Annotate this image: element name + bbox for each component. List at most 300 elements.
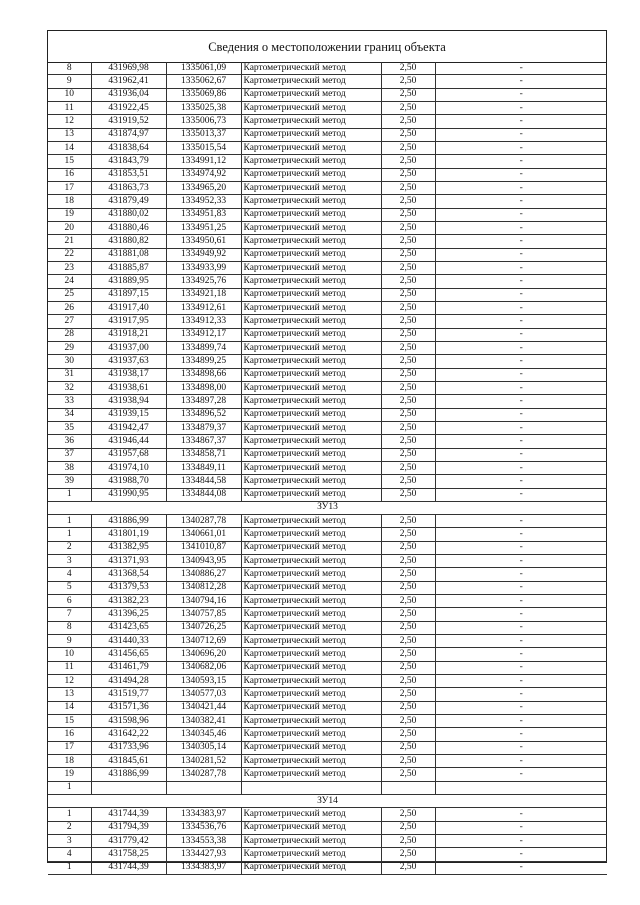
- x-coordinate-cell: 431758,25: [91, 848, 166, 861]
- method-cell: Картометрический метод: [241, 488, 381, 501]
- y-coordinate-cell: 1334844,08: [166, 488, 241, 501]
- table-row: [48, 848, 607, 861]
- point-number-cell: 3: [48, 555, 91, 568]
- error-cell: 2,50: [381, 461, 435, 474]
- x-coordinate-cell: 431886,99: [91, 515, 166, 528]
- x-coordinate-cell: 431371,93: [91, 555, 166, 568]
- section-heading-row: [48, 501, 607, 514]
- x-coordinate-cell: 431396,25: [91, 608, 166, 621]
- x-coordinate-cell: 431880,46: [91, 221, 166, 234]
- x-coordinate-cell: 431917,95: [91, 315, 166, 328]
- description-cell: -: [435, 475, 607, 488]
- table-row: [48, 568, 607, 581]
- point-number-cell: 4: [48, 568, 91, 581]
- method-cell: Картометрический метод: [241, 355, 381, 368]
- table-row: [48, 288, 607, 301]
- description-cell: -: [435, 435, 607, 448]
- point-number-cell: 15: [48, 155, 91, 168]
- error-cell: 2,50: [381, 275, 435, 288]
- y-coordinate-cell: 1340661,01: [166, 528, 241, 541]
- y-coordinate-cell: 1334879,37: [166, 421, 241, 434]
- x-coordinate-cell: 431838,64: [91, 141, 166, 154]
- point-number-cell: 15: [48, 715, 91, 728]
- description-cell: -: [435, 408, 607, 421]
- method-cell: Картометрический метод: [241, 261, 381, 274]
- method-cell: Картометрический метод: [241, 62, 381, 75]
- method-cell: Картометрический метод: [241, 608, 381, 621]
- point-number-cell: 1: [48, 861, 91, 874]
- error-cell: 2,50: [381, 528, 435, 541]
- error-cell: 2,50: [381, 195, 435, 208]
- table-row: [48, 75, 607, 88]
- y-coordinate-cell: [166, 781, 241, 794]
- description-cell: -: [435, 555, 607, 568]
- error-cell: 2,50: [381, 861, 435, 874]
- table-row: [48, 101, 607, 114]
- point-number-cell: 28: [48, 328, 91, 341]
- document-title: Сведения о местоположении границ объекта: [48, 31, 606, 63]
- method-cell: Картометрический метод: [241, 248, 381, 261]
- point-number-cell: 17: [48, 181, 91, 194]
- method-cell: Картометрический метод: [241, 675, 381, 688]
- point-number-cell: 25: [48, 288, 91, 301]
- description-cell: -: [435, 648, 607, 661]
- y-coordinate-cell: 1335062,67: [166, 75, 241, 88]
- error-cell: 2,50: [381, 675, 435, 688]
- description-cell: -: [435, 128, 607, 141]
- table-row: [48, 475, 607, 488]
- point-number-cell: 5: [48, 581, 91, 594]
- description-cell: -: [435, 488, 607, 501]
- point-number-cell: 2: [48, 541, 91, 554]
- table-row: [48, 381, 607, 394]
- method-cell: Картометрический метод: [241, 475, 381, 488]
- method-cell: Картометрический метод: [241, 88, 381, 101]
- table-row: [48, 261, 607, 274]
- point-number-cell: 31: [48, 368, 91, 381]
- y-coordinate-cell: 1334912,17: [166, 328, 241, 341]
- method-cell: Картометрический метод: [241, 568, 381, 581]
- method-cell: Картометрический метод: [241, 821, 381, 834]
- point-number-cell: 20: [48, 221, 91, 234]
- point-number-cell: 1: [48, 808, 91, 821]
- point-number-cell: 30: [48, 355, 91, 368]
- point-number-cell: 16: [48, 728, 91, 741]
- y-coordinate-cell: 1334383,97: [166, 808, 241, 821]
- y-coordinate-cell: 1334858,71: [166, 448, 241, 461]
- description-cell: -: [435, 75, 607, 88]
- error-cell: 2,50: [381, 395, 435, 408]
- y-coordinate-cell: 1335015,54: [166, 141, 241, 154]
- table-row: [48, 301, 607, 314]
- point-number-cell: 18: [48, 195, 91, 208]
- x-coordinate-cell: 431938,61: [91, 381, 166, 394]
- error-cell: 2,50: [381, 848, 435, 861]
- method-cell: Картометрический метод: [241, 408, 381, 421]
- error-cell: 2,50: [381, 728, 435, 741]
- coordinates-table-body: [48, 62, 607, 875]
- x-coordinate-cell: 431969,98: [91, 62, 166, 75]
- table-row: [48, 821, 607, 834]
- x-coordinate-cell: 431937,00: [91, 341, 166, 354]
- error-cell: 2,50: [381, 808, 435, 821]
- table-row: [48, 715, 607, 728]
- x-coordinate-cell: 431939,15: [91, 408, 166, 421]
- table-row: [48, 368, 607, 381]
- description-cell: -: [435, 88, 607, 101]
- x-coordinate-cell: 431974,10: [91, 461, 166, 474]
- y-coordinate-cell: 1340281,52: [166, 755, 241, 768]
- error-cell: 2,50: [381, 235, 435, 248]
- method-cell: Картометрический метод: [241, 741, 381, 754]
- point-number-cell: 3: [48, 835, 91, 848]
- description-cell: -: [435, 275, 607, 288]
- method-cell: Картометрический метод: [241, 595, 381, 608]
- y-coordinate-cell: 1334897,28: [166, 395, 241, 408]
- x-coordinate-cell: 431571,36: [91, 701, 166, 714]
- description-cell: -: [435, 62, 607, 75]
- x-coordinate-cell: 431919,52: [91, 115, 166, 128]
- method-cell: Картометрический метод: [241, 315, 381, 328]
- point-number-cell: 4: [48, 848, 91, 861]
- error-cell: 2,50: [381, 315, 435, 328]
- error-cell: 2,50: [381, 288, 435, 301]
- table-row: [48, 808, 607, 821]
- x-coordinate-cell: 431519,77: [91, 688, 166, 701]
- description-cell: -: [435, 115, 607, 128]
- document-frame: [47, 30, 607, 873]
- method-cell: Картометрический метод: [241, 755, 381, 768]
- x-coordinate-cell: 431946,44: [91, 435, 166, 448]
- y-coordinate-cell: 1340577,03: [166, 688, 241, 701]
- point-number-cell: 14: [48, 701, 91, 714]
- method-cell: Картометрический метод: [241, 155, 381, 168]
- point-number-cell: 32: [48, 381, 91, 394]
- x-coordinate-cell: 431423,65: [91, 621, 166, 634]
- table-row: [48, 528, 607, 541]
- x-coordinate-cell: 431843,79: [91, 155, 166, 168]
- error-cell: 2,50: [381, 448, 435, 461]
- description-cell: -: [435, 755, 607, 768]
- table-row: [48, 541, 607, 554]
- description-cell: -: [435, 395, 607, 408]
- error-cell: 2,50: [381, 128, 435, 141]
- x-coordinate-cell: 431938,17: [91, 368, 166, 381]
- method-cell: Картометрический метод: [241, 208, 381, 221]
- y-coordinate-cell: 1334951,83: [166, 208, 241, 221]
- x-coordinate-cell: 431440,33: [91, 635, 166, 648]
- point-number-cell: 11: [48, 101, 91, 114]
- method-cell: Картометрический метод: [241, 288, 381, 301]
- x-coordinate-cell: 431889,95: [91, 275, 166, 288]
- y-coordinate-cell: 1335013,37: [166, 128, 241, 141]
- error-cell: 2,50: [381, 381, 435, 394]
- description-cell: -: [435, 421, 607, 434]
- error-cell: 2,50: [381, 835, 435, 848]
- description-cell: -: [435, 741, 607, 754]
- method-cell: Картометрический метод: [241, 648, 381, 661]
- method-cell: Картометрический метод: [241, 581, 381, 594]
- description-cell: -: [435, 341, 607, 354]
- method-cell: Картометрический метод: [241, 715, 381, 728]
- method-cell: Картометрический метод: [241, 835, 381, 848]
- x-coordinate-cell: 431957,68: [91, 448, 166, 461]
- point-number-cell: 33: [48, 395, 91, 408]
- y-coordinate-cell: 1334912,33: [166, 315, 241, 328]
- error-cell: [381, 781, 435, 794]
- table-row: [48, 235, 607, 248]
- point-number-cell: 26: [48, 301, 91, 314]
- point-number-cell: 34: [48, 408, 91, 421]
- table-row: [48, 355, 607, 368]
- description-cell: -: [435, 355, 607, 368]
- y-coordinate-cell: 1340305,14: [166, 741, 241, 754]
- error-cell: 2,50: [381, 328, 435, 341]
- x-coordinate-cell: 431990,95: [91, 488, 166, 501]
- x-coordinate-cell: 431845,61: [91, 755, 166, 768]
- error-cell: 2,50: [381, 208, 435, 221]
- y-coordinate-cell: 1340345,46: [166, 728, 241, 741]
- method-cell: Картометрический метод: [241, 168, 381, 181]
- table-row: [48, 155, 607, 168]
- y-coordinate-cell: 1340382,41: [166, 715, 241, 728]
- method-cell: Картометрический метод: [241, 541, 381, 554]
- point-number-cell: 39: [48, 475, 91, 488]
- x-coordinate-cell: 431962,41: [91, 75, 166, 88]
- point-number-cell: 23: [48, 261, 91, 274]
- point-number-cell: 1: [48, 515, 91, 528]
- method-cell: Картометрический метод: [241, 555, 381, 568]
- method-cell: Картометрический метод: [241, 701, 381, 714]
- point-number-cell: 1: [48, 781, 91, 794]
- error-cell: 2,50: [381, 248, 435, 261]
- error-cell: 2,50: [381, 648, 435, 661]
- table-row: [48, 581, 607, 594]
- method-cell: Картометрический метод: [241, 141, 381, 154]
- y-coordinate-cell: 1334949,92: [166, 248, 241, 261]
- description-cell: -: [435, 821, 607, 834]
- error-cell: 2,50: [381, 661, 435, 674]
- point-number-cell: 36: [48, 435, 91, 448]
- description-cell: -: [435, 675, 607, 688]
- point-number-cell: 29: [48, 341, 91, 354]
- point-number-cell: 16: [48, 168, 91, 181]
- error-cell: 2,50: [381, 168, 435, 181]
- y-coordinate-cell: 1334952,33: [166, 195, 241, 208]
- table-row: [48, 661, 607, 674]
- y-coordinate-cell: 1334899,25: [166, 355, 241, 368]
- point-number-cell: 14: [48, 141, 91, 154]
- description-cell: -: [435, 208, 607, 221]
- method-cell: Картометрический метод: [241, 861, 381, 874]
- point-number-cell: 37: [48, 448, 91, 461]
- point-number-cell: 12: [48, 675, 91, 688]
- y-coordinate-cell: 1334536,76: [166, 821, 241, 834]
- y-coordinate-cell: 1340886,27: [166, 568, 241, 581]
- y-coordinate-cell: 1334844,58: [166, 475, 241, 488]
- description-cell: -: [435, 101, 607, 114]
- coordinates-table: [48, 62, 607, 875]
- table-row: [48, 755, 607, 768]
- x-coordinate-cell: 431881,08: [91, 248, 166, 261]
- table-row: [48, 141, 607, 154]
- table-row: [48, 781, 607, 794]
- description-cell: -: [435, 181, 607, 194]
- error-cell: 2,50: [381, 541, 435, 554]
- x-coordinate-cell: 431779,42: [91, 835, 166, 848]
- y-coordinate-cell: 1335061,09: [166, 62, 241, 75]
- description-cell: -: [435, 168, 607, 181]
- method-cell: Картометрический метод: [241, 421, 381, 434]
- method-cell: Картометрический метод: [241, 448, 381, 461]
- description-cell: -: [435, 861, 607, 874]
- description-cell: -: [435, 621, 607, 634]
- description-cell: -: [435, 368, 607, 381]
- x-coordinate-cell: 431382,95: [91, 541, 166, 554]
- x-coordinate-cell: 431382,23: [91, 595, 166, 608]
- point-number-cell: 19: [48, 208, 91, 221]
- table-row: [48, 62, 607, 75]
- table-row: [48, 688, 607, 701]
- table-row: [48, 861, 607, 874]
- description-cell: -: [435, 448, 607, 461]
- table-row: [48, 728, 607, 741]
- table-row: [48, 648, 607, 661]
- method-cell: Картометрический метод: [241, 635, 381, 648]
- description-cell: -: [435, 768, 607, 781]
- method-cell: Картометрический метод: [241, 848, 381, 861]
- y-coordinate-cell: 1340794,16: [166, 595, 241, 608]
- description-cell: -: [435, 728, 607, 741]
- y-coordinate-cell: 1335069,86: [166, 88, 241, 101]
- description-cell: -: [435, 661, 607, 674]
- table-row: [48, 621, 607, 634]
- x-coordinate-cell: 431744,39: [91, 861, 166, 874]
- point-number-cell: 2: [48, 821, 91, 834]
- point-number-cell: 1: [48, 528, 91, 541]
- y-coordinate-cell: 1340682,06: [166, 661, 241, 674]
- method-cell: Картометрический метод: [241, 275, 381, 288]
- table-row: [48, 741, 607, 754]
- error-cell: 2,50: [381, 62, 435, 75]
- x-coordinate-cell: 431936,04: [91, 88, 166, 101]
- description-cell: -: [435, 315, 607, 328]
- description-cell: -: [435, 848, 607, 861]
- method-cell: Картометрический метод: [241, 768, 381, 781]
- x-coordinate-cell: 431494,28: [91, 675, 166, 688]
- point-number-cell: 21: [48, 235, 91, 248]
- x-coordinate-cell: 431794,39: [91, 821, 166, 834]
- error-cell: 2,50: [381, 635, 435, 648]
- table-row: [48, 115, 607, 128]
- table-row: [48, 488, 607, 501]
- table-row: [48, 128, 607, 141]
- table-row: [48, 675, 607, 688]
- description-cell: -: [435, 221, 607, 234]
- error-cell: 2,50: [381, 741, 435, 754]
- method-cell: Картометрический метод: [241, 235, 381, 248]
- x-coordinate-cell: 431879,49: [91, 195, 166, 208]
- point-number-cell: 12: [48, 115, 91, 128]
- description-cell: -: [435, 608, 607, 621]
- point-number-cell: 19: [48, 768, 91, 781]
- x-coordinate-cell: [91, 781, 166, 794]
- x-coordinate-cell: 431988,70: [91, 475, 166, 488]
- point-number-cell: 27: [48, 315, 91, 328]
- y-coordinate-cell: 1334921,18: [166, 288, 241, 301]
- point-number-cell: 10: [48, 648, 91, 661]
- table-row: [48, 515, 607, 528]
- point-number-cell: 18: [48, 755, 91, 768]
- x-coordinate-cell: 431598,96: [91, 715, 166, 728]
- error-cell: 2,50: [381, 75, 435, 88]
- point-number-cell: 8: [48, 621, 91, 634]
- x-coordinate-cell: 431642,22: [91, 728, 166, 741]
- error-cell: 2,50: [381, 568, 435, 581]
- error-cell: 2,50: [381, 101, 435, 114]
- y-coordinate-cell: 1334974,92: [166, 168, 241, 181]
- point-number-cell: 9: [48, 75, 91, 88]
- description-cell: -: [435, 715, 607, 728]
- table-row: [48, 421, 607, 434]
- method-cell: Картометрический метод: [241, 341, 381, 354]
- x-coordinate-cell: 431937,63: [91, 355, 166, 368]
- x-coordinate-cell: 431885,87: [91, 261, 166, 274]
- table-row: [48, 835, 607, 848]
- method-cell: Картометрический метод: [241, 621, 381, 634]
- y-coordinate-cell: 1334991,12: [166, 155, 241, 168]
- table-row: [48, 595, 607, 608]
- section-heading: ЗУ13: [48, 501, 607, 514]
- y-coordinate-cell: 1335006,73: [166, 115, 241, 128]
- error-cell: 2,50: [381, 261, 435, 274]
- point-number-cell: 10: [48, 88, 91, 101]
- method-cell: Картометрический метод: [241, 688, 381, 701]
- section-heading-row: [48, 795, 607, 808]
- y-coordinate-cell: 1334898,00: [166, 381, 241, 394]
- error-cell: 2,50: [381, 608, 435, 621]
- y-coordinate-cell: 1334896,52: [166, 408, 241, 421]
- description-cell: -: [435, 235, 607, 248]
- y-coordinate-cell: 1334950,61: [166, 235, 241, 248]
- table-row: [48, 408, 607, 421]
- error-cell: 2,50: [381, 688, 435, 701]
- error-cell: 2,50: [381, 141, 435, 154]
- table-row: [48, 181, 607, 194]
- point-number-cell: 22: [48, 248, 91, 261]
- description-cell: -: [435, 195, 607, 208]
- error-cell: 2,50: [381, 355, 435, 368]
- y-coordinate-cell: 1340287,78: [166, 768, 241, 781]
- y-coordinate-cell: 1340812,28: [166, 581, 241, 594]
- x-coordinate-cell: 431942,47: [91, 421, 166, 434]
- table-row: [48, 221, 607, 234]
- table-row: [48, 275, 607, 288]
- point-number-cell: 1: [48, 488, 91, 501]
- description-cell: -: [435, 248, 607, 261]
- point-number-cell: 9: [48, 635, 91, 648]
- table-row: [48, 768, 607, 781]
- description-cell: [435, 781, 607, 794]
- method-cell: Картометрический метод: [241, 181, 381, 194]
- error-cell: 2,50: [381, 368, 435, 381]
- y-coordinate-cell: 1340757,85: [166, 608, 241, 621]
- x-coordinate-cell: 431744,39: [91, 808, 166, 821]
- x-coordinate-cell: 431874,97: [91, 128, 166, 141]
- table-row: [48, 435, 607, 448]
- point-number-cell: 13: [48, 128, 91, 141]
- description-cell: -: [435, 515, 607, 528]
